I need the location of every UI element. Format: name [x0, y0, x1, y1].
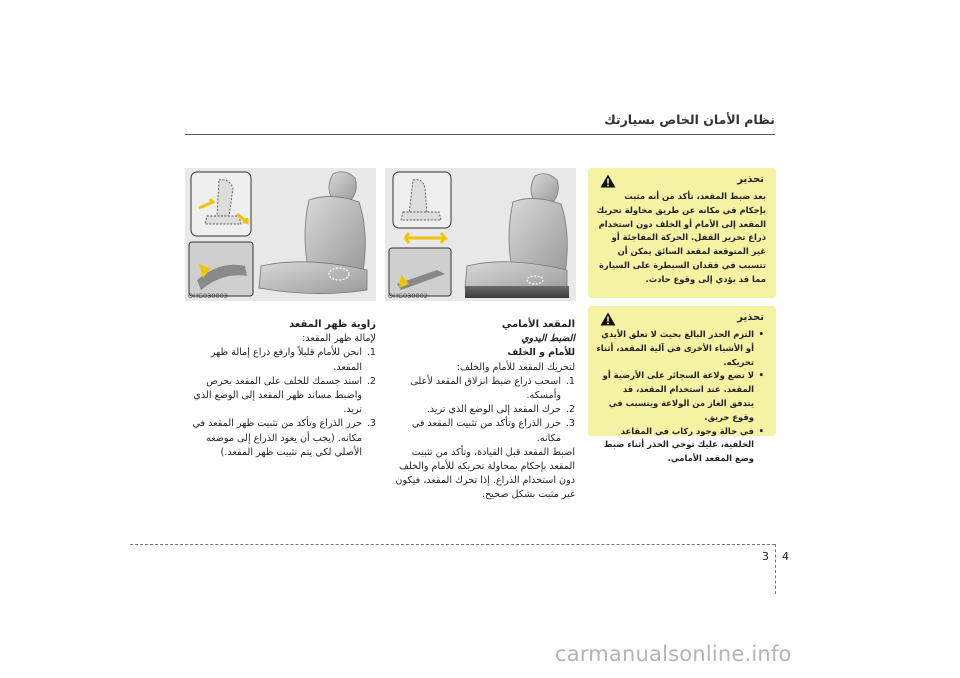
footer-divider: [130, 544, 775, 545]
warning-heading: تحذير: [737, 312, 764, 323]
warning-list-item: • التزم الحذر البالغ بحيث لا تعلق الأيدي أو الأشياء الأخرى في آلية المقعد، أثناء تحريكه.: [596, 328, 754, 369]
chapter-number: 3: [762, 550, 769, 563]
warning-list-item: • لا تضع ولاعة السجائر على الأرضية أو المقعد. عند استخدام المقعد، قد يتدفق الغاز من الولاعة ويتسبب في وقوع حريق.: [596, 369, 754, 424]
intro-text: لتحريك المقعد للأمام والخلف:: [456, 361, 575, 373]
warning-triangle-icon: [600, 174, 616, 188]
seatback-angle-section: [190, 318, 376, 460]
step-item: 2. اسند جسمك للخلف على المقعد بحرص واضبط مساند ظهر المقعد إلى الوضع الذي تريد.: [193, 375, 376, 416]
warning-box-seat-adjust: [588, 168, 776, 298]
image-code: OHG030003: [188, 292, 228, 300]
seat-slide-illustration: [385, 168, 576, 301]
step-item: 3. حرر الذراع وتأكد من تثبيت المقعد في مكانه.: [411, 418, 575, 444]
footer-vertical-divider: [775, 544, 776, 594]
warning-paragraph: بعد ضبط المقعد، تأكد من أنه مثبت بإحكام في مكانه عن طريق محاولة تحريك المقعد إلى الأمام أو الخلف دون استخدام ذراع تحرير القفل. الحركة المفاجئة أو غير المتوقعة لمقعد السائق يمكن أن تتسبب في فقدان السيطرة على السيارة مما قد يؤدي إلى وقوع حادث.: [596, 191, 766, 284]
step-item: 1. انحن للأمام قليلاً وارفع ذراع إمالة ظهر المقعد.: [210, 347, 376, 373]
intro-text: لإمالة ظهر المقعد:: [302, 333, 376, 345]
warning-list-item: • في حالة وجود ركاب في المقاعد الخلفية، عليك توخي الحذر أثناء ضبط وضع المقعد الأمامي.: [596, 425, 754, 466]
image-code: OHG030002: [388, 292, 428, 300]
section-heading: المقعد الأمامي: [501, 319, 575, 330]
section-heading: زاوية ظهر المقعد: [289, 319, 376, 330]
watermark: carmanualsonline.info: [555, 642, 792, 666]
warning-text: [596, 190, 766, 287]
note-text: اضبط المقعد قبل القيادة، وتأكد من تثبيت المقعد بإحكام بمحاولة تحريكه للأمام والخلف دون استخدام الذراع. إذا تحرك المقعد، فيكون غير مثبت بشكل صحيح.: [395, 446, 575, 501]
page-number: 4: [782, 550, 789, 563]
sub-heading: الضبط اليدوي: [521, 333, 575, 345]
sub-heading: للأمام و الخلف: [507, 347, 575, 359]
warning-triangle-icon: [600, 312, 616, 326]
warning-heading: تحذير: [737, 174, 764, 185]
header-divider: [185, 134, 775, 135]
warning-list: [596, 328, 766, 466]
seat-recline-illustration: [185, 168, 376, 301]
page-header-title: نظام الأمان الخاص بسيارتك: [604, 112, 775, 127]
front-seat-section: [385, 318, 575, 503]
step-item: 1. اسحب ذراع ضبط انزلاق المقعد لأعلى وأمسكه.: [410, 375, 575, 402]
step-item: 3. حرر الذراع وتأكد من تثبيت ظهر المقعد في مكانه. (يجب أن يعود الذراع إلى موضعه الأصلي لكي يتم تثبيت ظهر المقعد.): [192, 418, 376, 458]
step-item: 2. حرك المقعد إلى الوضع الذي تريد.: [426, 404, 575, 416]
warning-box-seat-safety: [588, 306, 776, 464]
